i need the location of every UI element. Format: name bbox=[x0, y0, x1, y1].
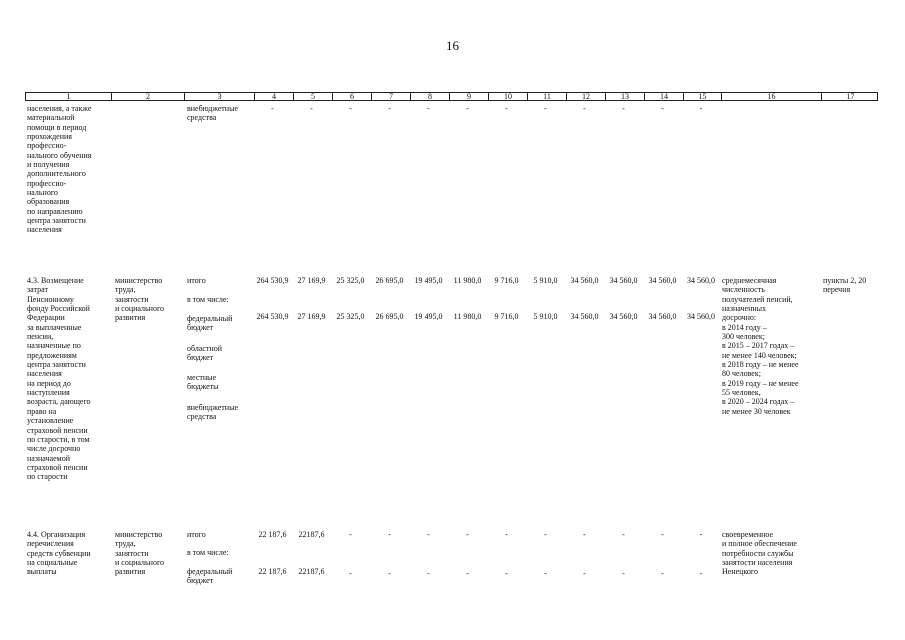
section-43-col2: министерство труда, занятости и социального развития bbox=[115, 276, 165, 323]
column-header-10: 10 bbox=[488, 93, 527, 100]
column-header-16: 16 bbox=[721, 93, 821, 100]
dash-cell: - bbox=[349, 530, 352, 539]
section-43-mest-label: местные бюджеты bbox=[187, 373, 219, 392]
dash-cell: - bbox=[271, 104, 274, 113]
dash-cell: - bbox=[699, 104, 703, 113]
column-header-15: 15 bbox=[683, 93, 721, 100]
column-header-3: 3 bbox=[184, 93, 254, 100]
section-43-fed-label: федеральный бюджет bbox=[187, 314, 233, 333]
page-number: 16 bbox=[446, 38, 459, 53]
column-header-9: 9 bbox=[449, 93, 488, 100]
column-header-5: 5 bbox=[293, 93, 332, 100]
column-header-11: 11 bbox=[527, 93, 566, 100]
dash-cell: - bbox=[544, 530, 547, 539]
dash-cell: - bbox=[466, 569, 469, 578]
dash-cell: - bbox=[699, 569, 703, 578]
section-43-col16: среднемесячная численность получателей пенсий, назначенных досрочно: в 2014 году – 300 человек; в 2015 – 2017 годах – не менее 140 человек; в 2018 году – не менее 80 человек; в 2019 году – не менее 55 человек, в 2020 – 2024 годах – не менее 30 человек bbox=[722, 276, 799, 416]
dash-cell: - bbox=[661, 530, 664, 539]
itogo-value: 25 325,0 bbox=[336, 276, 365, 285]
dash-cell: - bbox=[427, 104, 430, 113]
dash-cell: - bbox=[349, 569, 352, 578]
section-44-col1: 4.4. Организация перечисления средств субвенции на социальные выплаты bbox=[27, 530, 91, 577]
fed-value: 27 169,9 bbox=[297, 312, 326, 321]
itogo-value: 34 560,0 bbox=[609, 276, 638, 285]
dash-cell: - bbox=[505, 569, 508, 578]
dash-cell: - bbox=[661, 569, 664, 578]
fed-value: 22187,6 bbox=[298, 567, 325, 576]
itogo-value: 34 560,0 bbox=[570, 276, 599, 285]
itogo-value: 22187,6 bbox=[298, 530, 325, 539]
dash-cell: - bbox=[583, 569, 586, 578]
section-43-itogo-label: итого bbox=[187, 276, 206, 285]
dash-cell: - bbox=[427, 569, 430, 578]
fed-value: 19 495,0 bbox=[414, 312, 443, 321]
dash-cell: - bbox=[505, 104, 508, 113]
dash-cell: - bbox=[388, 104, 391, 113]
column-header-8: 8 bbox=[410, 93, 449, 100]
itogo-value: 5 910,0 bbox=[533, 276, 558, 285]
column-header-17: 17 bbox=[821, 93, 879, 100]
fed-value: 11 980,0 bbox=[453, 312, 482, 321]
section-43-vneb-label: внебюджетные средства bbox=[187, 403, 238, 422]
fed-value: 9 716,0 bbox=[494, 312, 519, 321]
itogo-value: 27 169,9 bbox=[297, 276, 326, 285]
itogo-value: 34 560,0 bbox=[648, 276, 677, 285]
dash-cell: - bbox=[661, 104, 664, 113]
fed-value: 34 560,0 bbox=[570, 312, 599, 321]
dash-cell: - bbox=[622, 530, 625, 539]
prev-section-col3: внебюджетные средства bbox=[187, 104, 238, 123]
dash-cell: - bbox=[349, 104, 352, 113]
dash-cell: - bbox=[388, 569, 391, 578]
column-header-7: 7 bbox=[371, 93, 410, 100]
fed-value: 5 910,0 bbox=[533, 312, 558, 321]
section-44-col2: министерство труда, занятости и социального развития bbox=[115, 530, 165, 577]
itogo-value: 26 695,0 bbox=[375, 276, 404, 285]
itogo-value: 34 560,0 bbox=[687, 276, 715, 285]
column-header-2: 2 bbox=[111, 93, 184, 100]
dash-cell: - bbox=[466, 104, 469, 113]
column-header-12: 12 bbox=[566, 93, 605, 100]
fed-value: 34 560,0 bbox=[609, 312, 638, 321]
itogo-value: 19 495,0 bbox=[414, 276, 443, 285]
section-44-vtom-label: в том числе: bbox=[187, 548, 229, 557]
section-43-col17: пункты 2, 20 перечня bbox=[823, 276, 867, 295]
dash-cell: - bbox=[622, 569, 625, 578]
fed-value: 26 695,0 bbox=[375, 312, 404, 321]
fed-value: 25 325,0 bbox=[336, 312, 365, 321]
column-header-1: 1 bbox=[66, 92, 71, 101]
dash-cell: - bbox=[544, 569, 547, 578]
itogo-value: 22 187,6 bbox=[258, 530, 287, 539]
table-header-row bbox=[25, 92, 878, 101]
dash-cell: - bbox=[583, 104, 586, 113]
fed-value: 22 187,6 bbox=[258, 567, 287, 576]
dash-cell: - bbox=[622, 104, 625, 113]
section-44-itogo-label: итого bbox=[187, 530, 206, 539]
itogo-value: 11 980,0 bbox=[453, 276, 482, 285]
section-43-col1: 4.3. Возмещение затрат Пенсионному фонду Российской Федерации за выплаченные пенсии, назначенные по предложениям центра занятости населения на период до наступления возраста, дающего право на установление страховой пенсии по старости, в том числе досрочно назначаемой страховой пенсии по старости bbox=[27, 276, 91, 482]
section-43-obl-label: областной бюджет bbox=[187, 344, 223, 363]
dash-cell: - bbox=[388, 530, 391, 539]
column-header-13: 13 bbox=[605, 93, 644, 100]
section-44-col16: своевременное и полное обеспечение потребности службы занятости населения Ненецкого bbox=[722, 530, 797, 577]
itogo-value: 264 530,9 bbox=[256, 276, 289, 285]
dash-cell: - bbox=[310, 104, 313, 113]
section-44-fed-label: федеральный бюджет bbox=[187, 567, 233, 586]
fed-value: 264 530,9 bbox=[256, 312, 289, 321]
dash-cell: - bbox=[699, 530, 703, 539]
dash-cell: - bbox=[583, 530, 586, 539]
prev-section-col1: населения, а также материальной помощи в период прохождения профессио- нального обучения и получения дополнительного профессио- нального образования по направлению центра занятости населения bbox=[27, 104, 92, 235]
dash-cell: - bbox=[466, 530, 469, 539]
column-header-14: 14 bbox=[644, 93, 683, 100]
dash-cell: - bbox=[505, 530, 508, 539]
fed-value: 34 560,0 bbox=[648, 312, 677, 321]
fed-value: 34 560,0 bbox=[687, 312, 715, 321]
itogo-value: 9 716,0 bbox=[494, 276, 519, 285]
section-43-vtom-label: в том числе: bbox=[187, 295, 229, 304]
column-header-6: 6 bbox=[332, 93, 371, 100]
dash-cell: - bbox=[427, 530, 430, 539]
column-header-4: 4 bbox=[254, 93, 293, 100]
dash-cell: - bbox=[544, 104, 547, 113]
